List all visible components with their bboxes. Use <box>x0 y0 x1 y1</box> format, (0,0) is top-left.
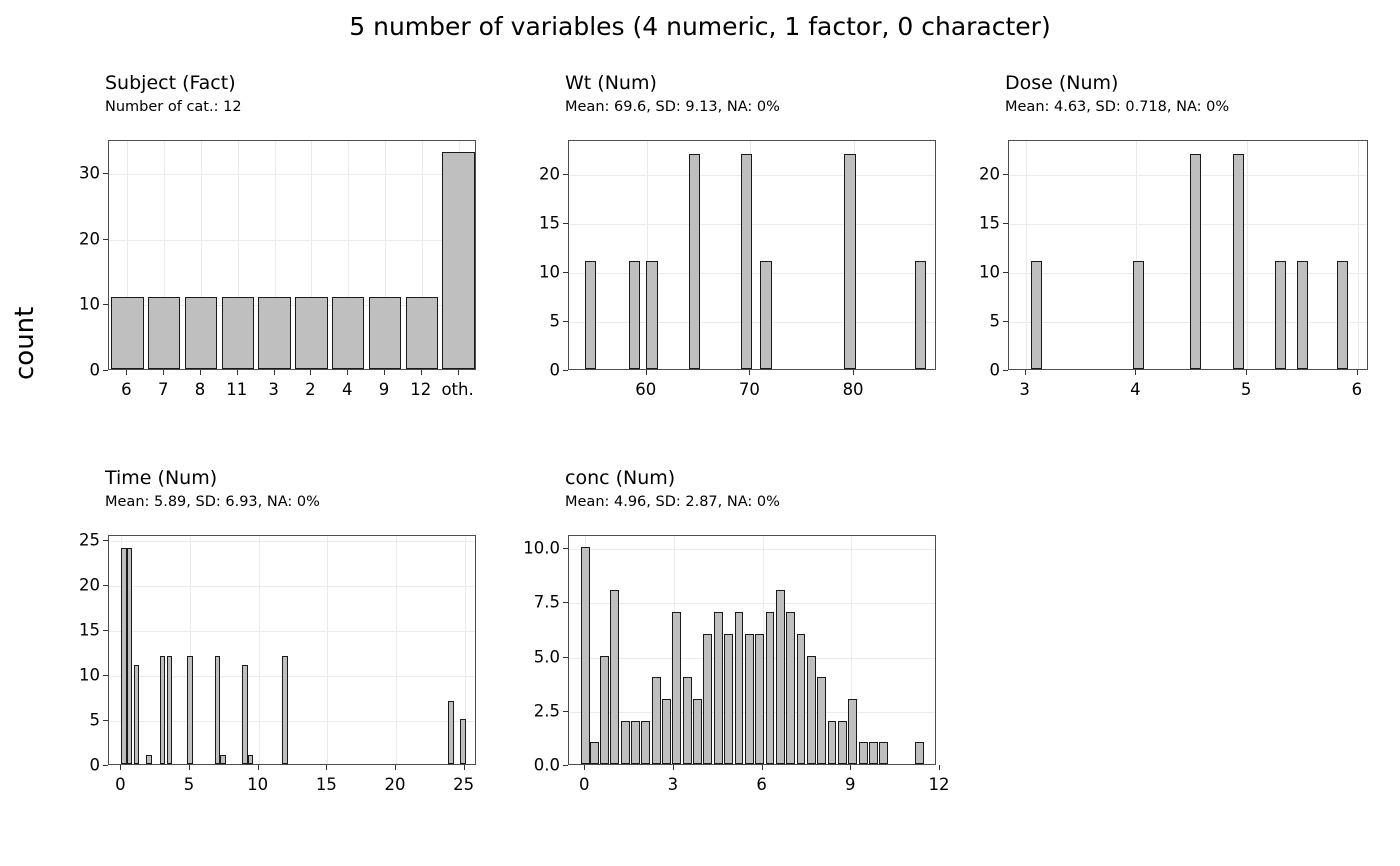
y-tick-mark <box>103 370 108 371</box>
x-tick-mark <box>310 370 311 375</box>
y-tick-label: 10 <box>979 262 1000 282</box>
y-tick-label: 0 <box>989 360 1000 380</box>
bar <box>714 612 723 764</box>
bar <box>672 612 681 764</box>
bar <box>369 297 401 369</box>
bar <box>127 548 133 764</box>
bar <box>220 755 226 764</box>
facet-title: Time (Num) <box>105 467 218 489</box>
bar <box>1133 261 1144 369</box>
facet-title: Dose (Num) <box>1005 72 1119 94</box>
x-tick-label: 8 <box>194 380 206 399</box>
bar <box>631 721 640 764</box>
y-tick-label: 15 <box>79 620 100 640</box>
bar <box>741 154 752 369</box>
x-tick-mark <box>850 765 851 770</box>
bar <box>641 721 650 764</box>
facet-subtitle: Mean: 4.96, SD: 2.87, NA: 0% <box>565 494 780 510</box>
x-tick-label: 5 <box>1240 380 1252 399</box>
gridline <box>1009 175 1367 176</box>
y-tick-label: 20 <box>79 229 100 249</box>
y-tick-mark <box>563 174 568 175</box>
bar <box>724 634 733 764</box>
bar <box>797 634 806 764</box>
facet-title: Wt (Num) <box>565 72 657 94</box>
y-tick-mark <box>563 321 568 322</box>
gridline <box>569 175 935 176</box>
x-tick-label: 5 <box>183 775 195 794</box>
x-tick-mark <box>258 765 259 770</box>
bar <box>600 656 609 764</box>
y-tick-mark <box>103 630 108 631</box>
bar <box>629 261 640 369</box>
x-tick-label: oth. <box>441 380 474 399</box>
x-tick-mark <box>200 370 201 375</box>
y-tick-mark <box>103 675 108 676</box>
gridline <box>569 322 935 323</box>
y-tick-mark <box>103 239 108 240</box>
facet-subtitle: Mean: 4.63, SD: 0.718, NA: 0% <box>1005 99 1230 115</box>
y-tick-mark <box>563 223 568 224</box>
bar <box>693 699 702 764</box>
y-tick-mark <box>563 657 568 658</box>
x-tick-mark <box>1135 370 1136 375</box>
gridline <box>1009 224 1367 225</box>
x-tick-mark <box>1357 370 1358 375</box>
bar <box>828 721 837 764</box>
bar <box>786 612 795 764</box>
bar <box>295 297 327 369</box>
bar <box>215 656 221 764</box>
gridline <box>569 603 935 604</box>
y-tick-label: 20 <box>979 164 1000 184</box>
x-tick-label: 25 <box>453 775 475 794</box>
bar <box>646 261 657 369</box>
x-tick-mark <box>237 370 238 375</box>
gridline <box>569 224 935 225</box>
panel-wt <box>568 140 936 370</box>
bar <box>148 297 180 369</box>
x-tick-label: 60 <box>635 380 657 399</box>
x-tick-label: 9 <box>378 380 390 399</box>
gridline <box>109 586 475 587</box>
x-tick-label: 10 <box>247 775 269 794</box>
gridline <box>1026 141 1027 369</box>
x-tick-label: 6 <box>756 775 767 794</box>
x-tick-mark <box>163 370 164 375</box>
bar <box>406 297 438 369</box>
gridline <box>109 631 475 632</box>
y-tick-mark <box>1003 321 1008 322</box>
y-tick-label: 30 <box>79 163 100 183</box>
bar <box>585 261 596 369</box>
x-tick-mark <box>939 765 940 770</box>
y-tick-label: 10 <box>79 294 100 314</box>
y-tick-mark <box>563 602 568 603</box>
x-tick-label: 20 <box>384 775 406 794</box>
x-tick-mark <box>458 370 459 375</box>
bar <box>838 721 847 764</box>
x-tick-label: 15 <box>315 775 337 794</box>
x-tick-label: 3 <box>667 775 679 794</box>
x-tick-label: 6 <box>121 380 132 399</box>
bar <box>755 634 764 764</box>
y-tick-label: 5 <box>989 311 1000 331</box>
y-tick-mark <box>103 540 108 541</box>
bar <box>683 677 692 764</box>
facet-title: conc (Num) <box>565 467 676 489</box>
bar <box>859 742 868 764</box>
x-tick-label: 70 <box>738 380 760 399</box>
bar <box>442 152 474 369</box>
y-tick-mark <box>563 370 568 371</box>
y-tick-label: 2.5 <box>533 701 560 721</box>
y-tick-label: 0 <box>549 360 560 380</box>
gridline <box>396 536 397 764</box>
y-tick-mark <box>103 765 108 766</box>
x-tick-mark <box>584 765 585 770</box>
bar <box>460 719 466 764</box>
bar <box>703 634 712 764</box>
panel-conc <box>568 535 936 765</box>
page-title: 5 number of variables (4 numeric, 1 factor, 0 character) <box>349 12 1051 41</box>
bar <box>258 297 290 369</box>
bar <box>760 261 771 369</box>
bar <box>134 665 140 764</box>
facet-subtitle: Mean: 5.89, SD: 6.93, NA: 0% <box>105 494 320 510</box>
gridline <box>569 549 935 550</box>
bar <box>766 612 775 764</box>
gridline <box>1009 273 1367 274</box>
bar <box>844 154 855 369</box>
x-tick-mark <box>762 765 763 770</box>
x-tick-mark <box>274 370 275 375</box>
bar <box>689 154 700 369</box>
x-tick-mark <box>189 765 190 770</box>
x-tick-label: 4 <box>1130 380 1141 399</box>
x-tick-mark <box>673 765 674 770</box>
y-tick-label: 10 <box>539 262 560 282</box>
y-tick-label: 5 <box>549 311 560 331</box>
x-tick-mark <box>749 370 750 375</box>
bar <box>448 701 454 764</box>
bar <box>1031 261 1042 369</box>
panel-subject <box>108 140 476 370</box>
x-tick-label: 4 <box>341 380 353 399</box>
x-tick-mark <box>1246 370 1247 375</box>
y-tick-label: 5.0 <box>533 647 560 666</box>
bar <box>1233 154 1244 369</box>
y-tick-label: 5 <box>89 710 100 730</box>
y-tick-mark <box>563 272 568 273</box>
bar <box>817 677 826 764</box>
y-tick-mark <box>103 585 108 586</box>
y-tick-mark <box>1003 223 1008 224</box>
bar <box>187 656 193 764</box>
x-tick-label: 0 <box>579 775 590 794</box>
bar <box>1297 261 1308 369</box>
x-tick-label: 3 <box>268 380 279 399</box>
y-tick-label: 15 <box>539 213 560 233</box>
x-tick-mark <box>126 370 127 375</box>
y-tick-mark <box>1003 370 1008 371</box>
x-tick-mark <box>395 765 396 770</box>
x-tick-label: 0 <box>115 775 126 794</box>
y-tick-label: 7.5 <box>533 592 560 612</box>
bar <box>915 742 924 764</box>
y-tick-label: 10.0 <box>523 538 560 558</box>
y-tick-mark <box>1003 174 1008 175</box>
x-tick-mark <box>347 370 348 375</box>
x-tick-label: 80 <box>842 380 864 399</box>
x-tick-label: 3 <box>1019 380 1030 399</box>
x-tick-mark <box>421 370 422 375</box>
gridline <box>1009 322 1367 323</box>
bar <box>185 297 217 369</box>
gridline <box>1247 141 1248 369</box>
y-tick-label: 20 <box>79 575 100 595</box>
bar <box>332 297 364 369</box>
bar <box>242 665 248 764</box>
bar <box>581 547 590 764</box>
y-tick-label: 0 <box>89 360 100 380</box>
bar <box>160 656 166 764</box>
bar <box>915 261 926 369</box>
bar <box>662 699 671 764</box>
bar <box>146 755 152 764</box>
bar <box>1190 154 1201 369</box>
bar <box>610 590 619 764</box>
y-tick-mark <box>563 711 568 712</box>
y-tick-label: 10 <box>79 665 100 685</box>
gridline <box>327 536 328 764</box>
bar <box>248 755 254 764</box>
x-tick-label: 11 <box>226 380 248 399</box>
bar <box>776 590 785 764</box>
bar <box>807 656 816 764</box>
x-tick-mark <box>646 370 647 375</box>
y-tick-mark <box>1003 272 1008 273</box>
x-tick-mark <box>384 370 385 375</box>
y-tick-mark <box>103 720 108 721</box>
x-tick-label: 7 <box>157 380 169 399</box>
bar <box>621 721 630 764</box>
facet-subtitle: Number of cat.: 12 <box>105 99 242 115</box>
bar <box>167 656 173 764</box>
x-tick-label: 9 <box>845 775 856 794</box>
y-tick-mark <box>563 765 568 766</box>
bar <box>1337 261 1348 369</box>
y-tick-mark <box>563 548 568 549</box>
gridline <box>1358 141 1359 369</box>
x-tick-mark <box>326 765 327 770</box>
bar <box>879 742 888 764</box>
bar <box>590 742 599 764</box>
gridline <box>259 536 260 764</box>
facet-subtitle: Mean: 69.6, SD: 9.13, NA: 0% <box>565 99 780 115</box>
y-tick-label: 0 <box>89 755 100 775</box>
gridline <box>109 541 475 542</box>
gridline <box>569 273 935 274</box>
x-tick-mark <box>120 765 121 770</box>
x-tick-mark <box>464 765 465 770</box>
bar <box>282 656 288 764</box>
y-axis-label: count <box>10 306 40 380</box>
y-tick-label: 15 <box>979 213 1000 233</box>
x-tick-label: 2 <box>305 380 316 399</box>
y-tick-label: 0.0 <box>533 755 560 775</box>
bar <box>1275 261 1286 369</box>
y-tick-label: 25 <box>79 530 100 549</box>
panel-time <box>108 535 476 765</box>
bar <box>652 677 661 764</box>
panel-dose <box>1008 140 1368 370</box>
x-tick-label: 12 <box>410 380 432 399</box>
bar <box>745 634 754 764</box>
x-tick-label: 12 <box>928 775 950 794</box>
bar <box>222 297 254 369</box>
x-tick-mark <box>1025 370 1026 375</box>
y-tick-label: 20 <box>539 164 560 184</box>
x-tick-mark <box>853 370 854 375</box>
bar <box>735 612 744 764</box>
y-tick-mark <box>103 304 108 305</box>
y-tick-mark <box>103 173 108 174</box>
bar <box>848 699 857 764</box>
x-tick-label: 6 <box>1351 380 1363 399</box>
bar <box>869 742 878 764</box>
bar <box>111 297 143 369</box>
facet-title: Subject (Fact) <box>105 72 236 94</box>
